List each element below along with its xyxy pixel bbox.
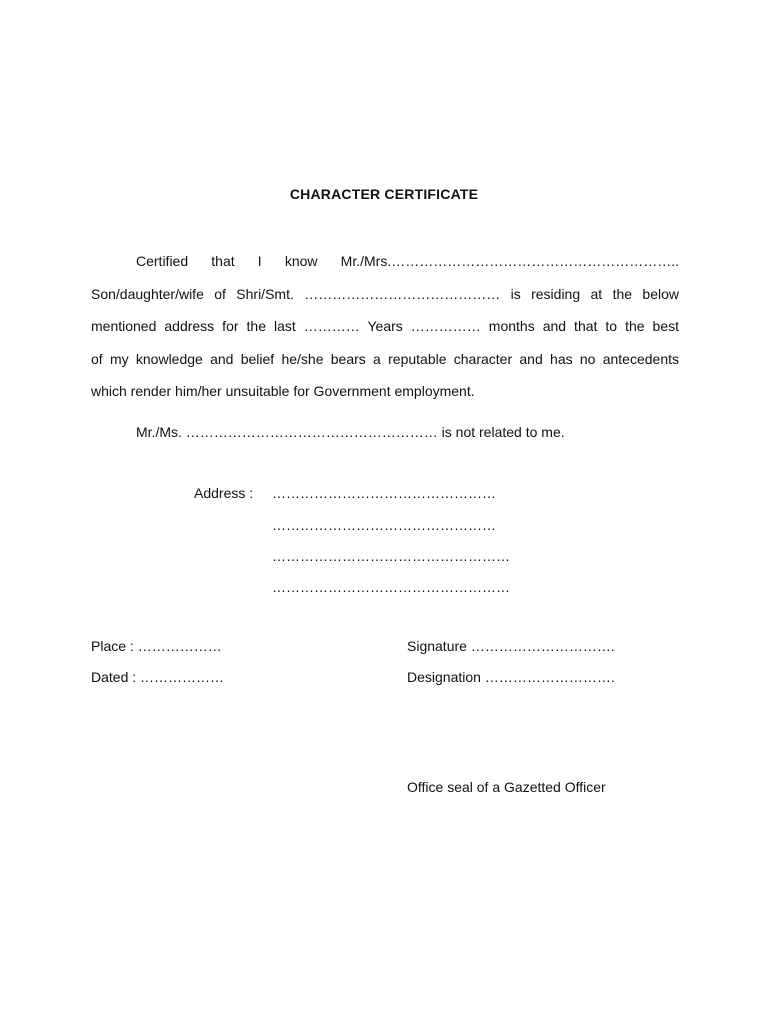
body-line: of my knowledge and belief he/she bears a reputable character and has no antecedents xyxy=(91,350,679,367)
place-field: Place : ……………… xyxy=(91,638,222,654)
address-line: ………………………………………… xyxy=(272,485,496,501)
body-line: Certified that I know Mr./Mrs.…………………………………………………….. xyxy=(136,253,679,269)
dated-field: Dated : ……………… xyxy=(91,669,225,685)
address-label: Address : xyxy=(194,485,254,501)
body-line: mentioned address for the last ………… Years …………… months and that to the best xyxy=(91,318,679,334)
address-line: ………………………………………… xyxy=(272,517,496,533)
office-seal-label: Office seal of a Gazetted Officer xyxy=(407,779,606,795)
designation-field: Designation ………………………. xyxy=(407,669,615,685)
address-line: …………………………………………… xyxy=(272,548,510,564)
signature-field: Signature …………………………. xyxy=(407,638,615,654)
address-line: …………………………………………… xyxy=(272,579,510,595)
not-related-statement: Mr./Ms. ……………………………………………… is not related to me. xyxy=(136,424,565,440)
body-line: which render him/her unsuitable for Government employment. xyxy=(91,383,475,399)
certificate-title: CHARACTER CERTIFICATE xyxy=(289,186,479,202)
body-line: Son/daughter/wife of Shri/Smt. …………………………………… is residing at the below xyxy=(91,285,679,302)
certificate-body xyxy=(91,245,679,408)
